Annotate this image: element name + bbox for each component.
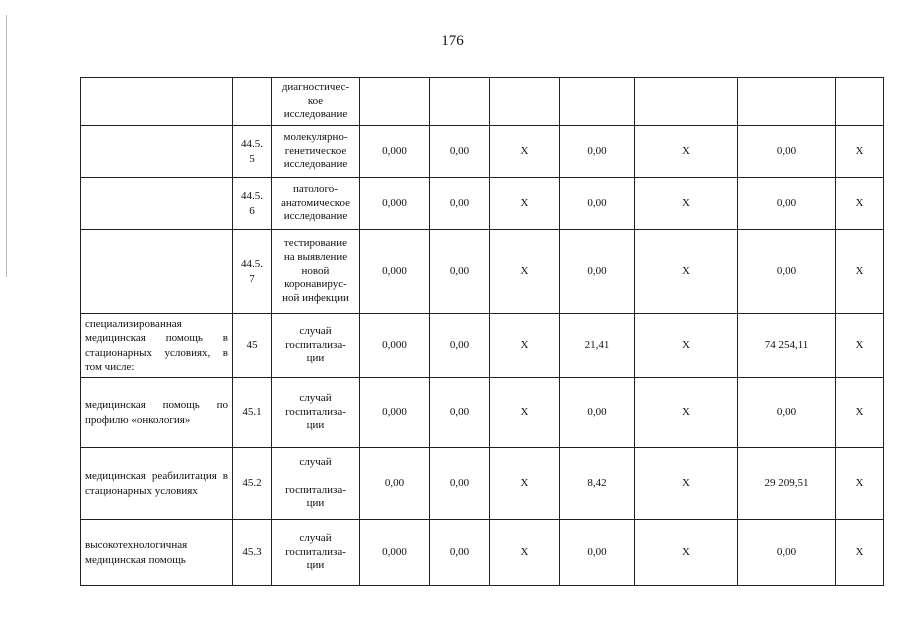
table-row [81,520,884,586]
table-row [81,230,884,314]
row-value-2: 0,00 [430,520,490,586]
table-body [81,78,884,586]
row-value-2: 0,00 [430,126,490,178]
row-value-3: Х [490,520,560,586]
row-value-6: 29 209,51 [738,448,836,520]
row-value-3: Х [490,126,560,178]
row-value-4: 0,00 [560,520,635,586]
margin-line [6,15,7,277]
row-name [81,78,233,126]
row-code: 44.5. 5 [233,126,272,178]
row-value-4: 0,00 [560,178,635,230]
page-number: 176 [441,33,464,49]
row-value-2: 0,00 [430,230,490,314]
row-unit: диагностичес- кое исследование [272,78,360,126]
row-value-6: 74 254,11 [738,314,836,378]
row-code: 45.2 [233,448,272,520]
row-value-1: 0,000 [360,378,430,448]
row-value-1: 0,000 [360,178,430,230]
row-code [233,78,272,126]
data-table [80,77,884,586]
row-code: 44.5. 6 [233,178,272,230]
row-value-5: Х [635,314,738,378]
table-row [81,314,884,378]
row-value-7: Х [836,448,884,520]
row-value-5: Х [635,448,738,520]
row-value-1: 0,00 [360,448,430,520]
row-value-2: 0,00 [430,448,490,520]
row-code: 45 [233,314,272,378]
row-value-6: 0,00 [738,378,836,448]
row-value-5: Х [635,126,738,178]
row-value-1: 0,000 [360,314,430,378]
row-value-4: 8,42 [560,448,635,520]
row-unit: случай госпитализа- ции [272,378,360,448]
row-unit: случай госпитализа- ции [272,448,360,520]
table-row [81,378,884,448]
row-name: высокотехнологичная медицинская помощь [81,520,233,586]
row-value-7: Х [836,178,884,230]
row-value-4: 0,00 [560,126,635,178]
row-unit: случай госпитализа- ции [272,314,360,378]
row-name: специализированная медицинская помощь в стационарных условиях, в том числе: [81,314,233,378]
row-value-5 [635,78,738,126]
row-value-6: 0,00 [738,126,836,178]
row-value-7: Х [836,314,884,378]
row-code: 45.1 [233,378,272,448]
row-value-6: 0,00 [738,230,836,314]
row-value-5: Х [635,520,738,586]
table-row [81,178,884,230]
row-value-6 [738,78,836,126]
row-name [81,126,233,178]
row-value-3: Х [490,230,560,314]
row-value-2: 0,00 [430,378,490,448]
row-value-4: 0,00 [560,230,635,314]
row-value-5: Х [635,178,738,230]
row-code: 44.5. 7 [233,230,272,314]
row-value-5: Х [635,378,738,448]
table-row [81,78,884,126]
row-value-6: 0,00 [738,520,836,586]
row-value-3: Х [490,448,560,520]
row-value-1: 0,000 [360,230,430,314]
row-unit: случай госпитализа- ции [272,520,360,586]
row-value-1 [360,78,430,126]
row-value-3 [490,78,560,126]
row-name [81,178,233,230]
row-unit: тестирование на выявление новой коронавирус- ной инфекции [272,230,360,314]
row-value-7 [836,78,884,126]
table-row [81,126,884,178]
row-value-1: 0,000 [360,520,430,586]
row-value-1: 0,000 [360,126,430,178]
table-row [81,448,884,520]
row-value-4: 21,41 [560,314,635,378]
row-value-4: 0,00 [560,378,635,448]
row-name: медицинская помощь по профилю «онкология» [81,378,233,448]
row-name: медицинская реабилитация в стационарных условиях [81,448,233,520]
row-value-2 [430,78,490,126]
row-value-7: Х [836,378,884,448]
row-value-3: Х [490,378,560,448]
row-value-6: 0,00 [738,178,836,230]
row-value-5: Х [635,230,738,314]
row-value-7: Х [836,230,884,314]
row-value-3: Х [490,314,560,378]
row-unit: молекулярно- генетическое исследование [272,126,360,178]
row-value-4 [560,78,635,126]
row-name [81,230,233,314]
row-code: 45.3 [233,520,272,586]
row-value-2: 0,00 [430,178,490,230]
row-value-2: 0,00 [430,314,490,378]
row-value-7: Х [836,520,884,586]
row-value-3: Х [490,178,560,230]
row-value-7: Х [836,126,884,178]
row-unit: патолого- анатомическое исследование [272,178,360,230]
